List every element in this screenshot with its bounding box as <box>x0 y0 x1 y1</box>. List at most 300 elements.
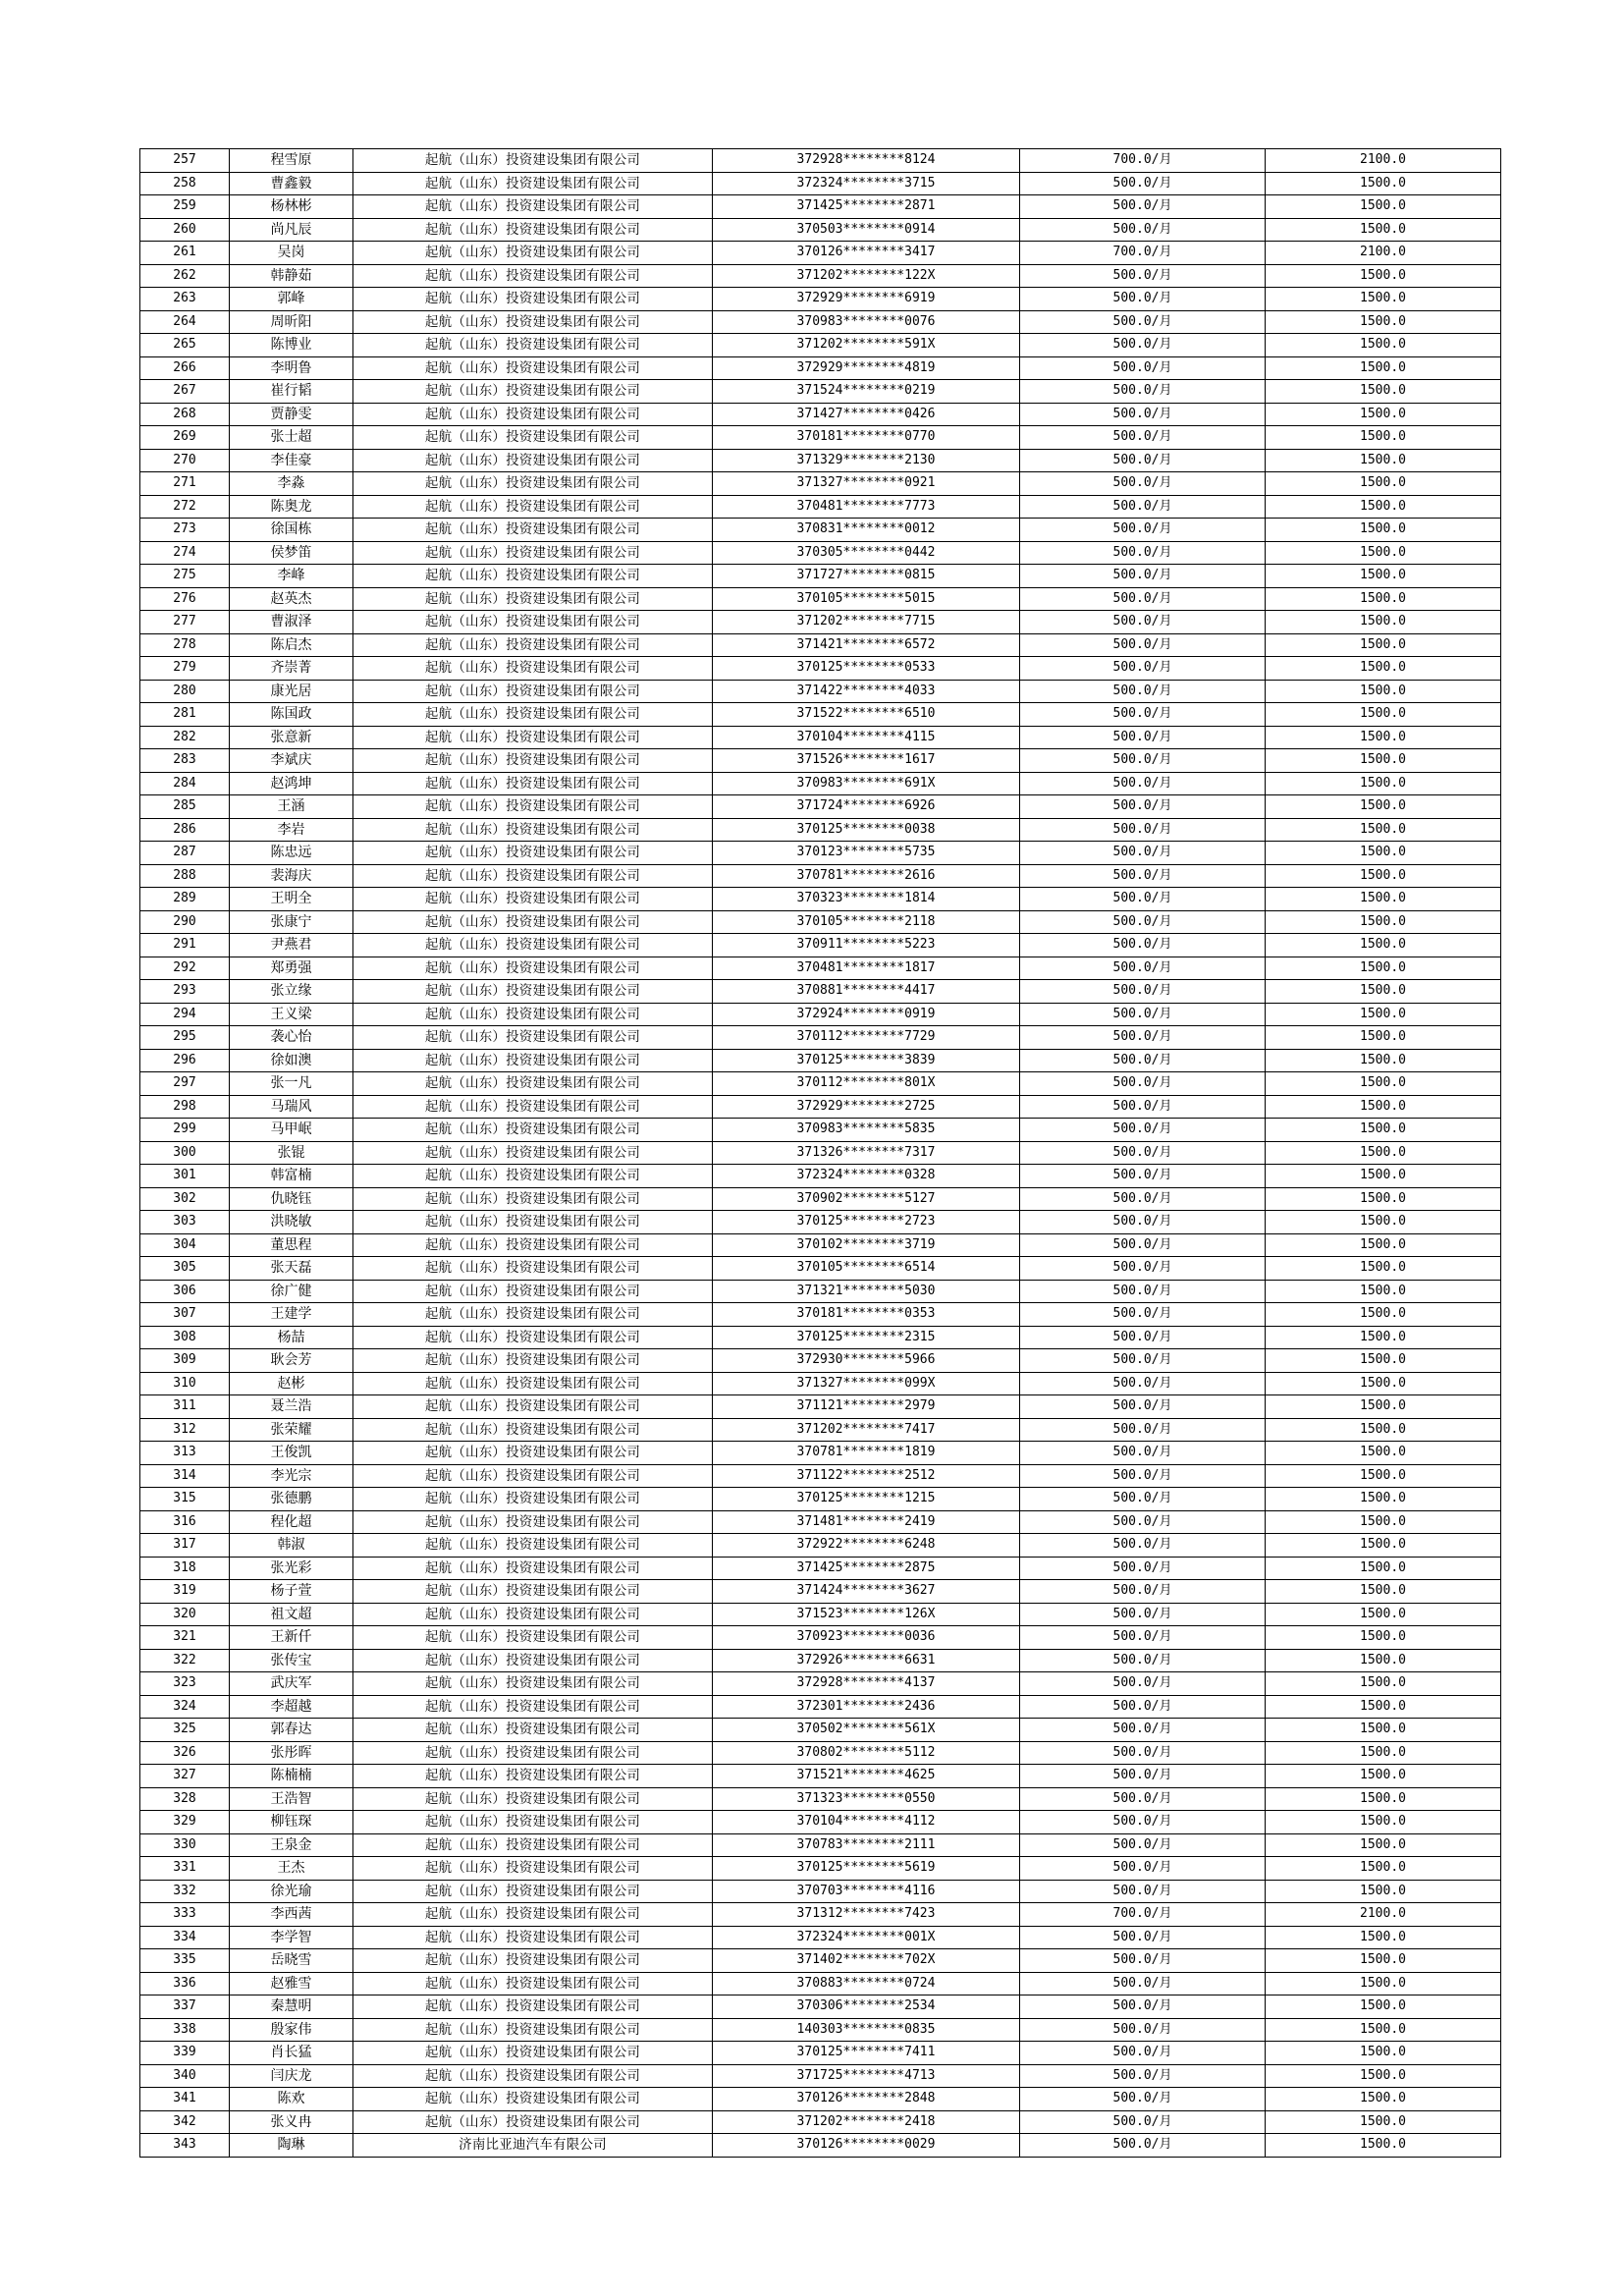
person-name-cell: 王新仟 <box>230 1626 353 1650</box>
total-amount-cell: 1500.0 <box>1266 1095 1501 1119</box>
total-amount-cell: 1500.0 <box>1266 172 1501 195</box>
total-amount-cell: 1500.0 <box>1266 288 1501 311</box>
monthly-amount-cell: 500.0/月 <box>1020 403 1266 426</box>
row-number-cell: 287 <box>140 842 230 865</box>
table-row <box>140 1003 1501 1026</box>
company-name-cell: 起航（山东）投资建设集团有限公司 <box>353 1510 713 1534</box>
id-number-cell: 370703********4116 <box>713 1880 1020 1903</box>
person-name-cell: 秦慧明 <box>230 1995 353 2019</box>
id-number-cell: 370502********561X <box>713 1719 1020 1742</box>
total-amount-cell: 1500.0 <box>1266 1765 1501 1788</box>
total-amount-cell: 1500.0 <box>1266 356 1501 380</box>
person-name-cell: 张一凡 <box>230 1072 353 1096</box>
table-row <box>140 380 1501 404</box>
row-number-cell: 288 <box>140 864 230 888</box>
table-row <box>140 910 1501 934</box>
total-amount-cell: 1500.0 <box>1266 1349 1501 1373</box>
monthly-amount-cell: 500.0/月 <box>1020 1626 1266 1650</box>
row-number-cell: 325 <box>140 1719 230 1742</box>
table-row <box>140 310 1501 334</box>
monthly-amount-cell: 500.0/月 <box>1020 980 1266 1004</box>
total-amount-cell: 1500.0 <box>1266 934 1501 957</box>
company-name-cell: 起航（山东）投资建设集团有限公司 <box>353 2042 713 2065</box>
id-number-cell: 370125********2723 <box>713 1211 1020 1234</box>
table-row <box>140 541 1501 565</box>
monthly-amount-cell: 500.0/月 <box>1020 2064 1266 2088</box>
person-name-cell: 杨子萱 <box>230 1580 353 1604</box>
table-row <box>140 1811 1501 1834</box>
table-row <box>140 795 1501 819</box>
total-amount-cell: 1500.0 <box>1266 795 1501 819</box>
subsidy-table <box>139 148 1501 2158</box>
company-name-cell: 起航（山东）投资建设集团有限公司 <box>353 1326 713 1349</box>
total-amount-cell: 1500.0 <box>1266 449 1501 472</box>
company-name-cell: 起航（山东）投资建设集团有限公司 <box>353 1765 713 1788</box>
person-name-cell: 王明全 <box>230 888 353 911</box>
id-number-cell: 371427********0426 <box>713 403 1020 426</box>
row-number-cell: 321 <box>140 1626 230 1650</box>
total-amount-cell: 1500.0 <box>1266 703 1501 727</box>
monthly-amount-cell: 500.0/月 <box>1020 1972 1266 1995</box>
total-amount-cell: 1500.0 <box>1266 772 1501 795</box>
person-name-cell: 郭峰 <box>230 288 353 311</box>
row-number-cell: 315 <box>140 1488 230 1511</box>
person-name-cell: 陶琳 <box>230 2134 353 2158</box>
monthly-amount-cell: 500.0/月 <box>1020 1395 1266 1419</box>
person-name-cell: 马甲岷 <box>230 1119 353 1142</box>
total-amount-cell: 1500.0 <box>1266 1211 1501 1234</box>
person-name-cell: 张锟 <box>230 1141 353 1165</box>
row-number-cell: 274 <box>140 541 230 565</box>
monthly-amount-cell: 500.0/月 <box>1020 1326 1266 1349</box>
row-number-cell: 318 <box>140 1557 230 1580</box>
table-row <box>140 1534 1501 1558</box>
total-amount-cell: 1500.0 <box>1266 1326 1501 1349</box>
table-row <box>140 1719 1501 1742</box>
row-number-cell: 333 <box>140 1903 230 1927</box>
id-number-cell: 371425********2875 <box>713 1557 1020 1580</box>
person-name-cell: 曹鑫毅 <box>230 172 353 195</box>
person-name-cell: 聂兰浩 <box>230 1395 353 1419</box>
company-name-cell: 起航（山东）投资建设集团有限公司 <box>353 1811 713 1834</box>
person-name-cell: 陈启杰 <box>230 633 353 657</box>
total-amount-cell: 1500.0 <box>1266 2134 1501 2158</box>
company-name-cell: 起航（山东）投资建设集团有限公司 <box>353 264 713 288</box>
company-name-cell: 起航（山东）投资建设集团有限公司 <box>353 1049 713 1072</box>
person-name-cell: 李斌庆 <box>230 749 353 773</box>
total-amount-cell: 1500.0 <box>1266 910 1501 934</box>
company-name-cell: 起航（山东）投资建设集团有限公司 <box>353 1303 713 1327</box>
table-row <box>140 2088 1501 2111</box>
company-name-cell: 起航（山东）投资建设集团有限公司 <box>353 1626 713 1650</box>
person-name-cell: 李光宗 <box>230 1464 353 1488</box>
person-name-cell: 王俊凯 <box>230 1442 353 1465</box>
table-row <box>140 1095 1501 1119</box>
row-number-cell: 278 <box>140 633 230 657</box>
person-name-cell: 徐国栋 <box>230 519 353 542</box>
total-amount-cell: 1500.0 <box>1266 888 1501 911</box>
monthly-amount-cell: 500.0/月 <box>1020 703 1266 727</box>
id-number-cell: 371724********6926 <box>713 795 1020 819</box>
person-name-cell: 张立缘 <box>230 980 353 1004</box>
company-name-cell: 起航（山东）投资建设集团有限公司 <box>353 910 713 934</box>
row-number-cell: 273 <box>140 519 230 542</box>
table-row <box>140 288 1501 311</box>
company-name-cell: 起航（山东）投资建设集团有限公司 <box>353 1926 713 1949</box>
id-number-cell: 370883********0724 <box>713 1972 1020 1995</box>
row-number-cell: 307 <box>140 1303 230 1327</box>
table-row <box>140 1418 1501 1442</box>
table-row <box>140 864 1501 888</box>
row-number-cell: 312 <box>140 1418 230 1442</box>
monthly-amount-cell: 500.0/月 <box>1020 1026 1266 1050</box>
row-number-cell: 303 <box>140 1211 230 1234</box>
company-name-cell: 起航（山东）投资建设集团有限公司 <box>353 611 713 634</box>
total-amount-cell: 1500.0 <box>1266 864 1501 888</box>
table-row <box>140 1442 1501 1465</box>
table-row <box>140 519 1501 542</box>
total-amount-cell: 1500.0 <box>1266 980 1501 1004</box>
row-number-cell: 276 <box>140 587 230 611</box>
total-amount-cell: 1500.0 <box>1266 1141 1501 1165</box>
person-name-cell: 祖文超 <box>230 1603 353 1626</box>
table-row <box>140 495 1501 519</box>
row-number-cell: 285 <box>140 795 230 819</box>
monthly-amount-cell: 500.0/月 <box>1020 1857 1266 1881</box>
table-row <box>140 1303 1501 1327</box>
monthly-amount-cell: 500.0/月 <box>1020 1534 1266 1558</box>
monthly-amount-cell: 500.0/月 <box>1020 2110 1266 2134</box>
monthly-amount-cell: 500.0/月 <box>1020 1833 1266 1857</box>
row-number-cell: 316 <box>140 1510 230 1534</box>
id-number-cell: 371202********591X <box>713 334 1020 357</box>
total-amount-cell: 1500.0 <box>1266 1003 1501 1026</box>
id-number-cell: 372324********3715 <box>713 172 1020 195</box>
row-number-cell: 328 <box>140 1787 230 1811</box>
total-amount-cell: 1500.0 <box>1266 1787 1501 1811</box>
monthly-amount-cell: 700.0/月 <box>1020 1903 1266 1927</box>
id-number-cell: 370911********5223 <box>713 934 1020 957</box>
person-name-cell: 董思程 <box>230 1233 353 1257</box>
id-number-cell: 370902********5127 <box>713 1187 1020 1211</box>
table-row <box>140 1464 1501 1488</box>
id-number-cell: 370126********3417 <box>713 242 1020 265</box>
person-name-cell: 韩淑 <box>230 1534 353 1558</box>
total-amount-cell: 1500.0 <box>1266 611 1501 634</box>
company-name-cell: 起航（山东）投资建设集团有限公司 <box>353 1280 713 1303</box>
table-row <box>140 1672 1501 1696</box>
person-name-cell: 张义冉 <box>230 2110 353 2134</box>
monthly-amount-cell: 500.0/月 <box>1020 356 1266 380</box>
row-number-cell: 295 <box>140 1026 230 1050</box>
total-amount-cell: 1500.0 <box>1266 842 1501 865</box>
row-number-cell: 343 <box>140 2134 230 2158</box>
company-name-cell: 起航（山东）投资建设集团有限公司 <box>353 772 713 795</box>
table-row <box>140 472 1501 496</box>
company-name-cell: 起航（山东）投资建设集团有限公司 <box>353 1903 713 1927</box>
company-name-cell: 起航（山东）投资建设集团有限公司 <box>353 1119 713 1142</box>
person-name-cell: 李学智 <box>230 1926 353 1949</box>
total-amount-cell: 1500.0 <box>1266 2088 1501 2111</box>
row-number-cell: 319 <box>140 1580 230 1604</box>
row-number-cell: 324 <box>140 1695 230 1719</box>
company-name-cell: 起航（山东）投资建设集团有限公司 <box>353 218 713 242</box>
monthly-amount-cell: 500.0/月 <box>1020 449 1266 472</box>
total-amount-cell: 1500.0 <box>1266 1418 1501 1442</box>
table-row <box>140 1326 1501 1349</box>
company-name-cell: 起航（山东）投资建设集团有限公司 <box>353 334 713 357</box>
person-name-cell: 侯梦笛 <box>230 541 353 565</box>
row-number-cell: 339 <box>140 2042 230 2065</box>
monthly-amount-cell: 500.0/月 <box>1020 1787 1266 1811</box>
row-number-cell: 306 <box>140 1280 230 1303</box>
monthly-amount-cell: 500.0/月 <box>1020 426 1266 450</box>
monthly-amount-cell: 500.0/月 <box>1020 657 1266 681</box>
row-number-cell: 334 <box>140 1926 230 1949</box>
row-number-cell: 331 <box>140 1857 230 1881</box>
table-row <box>140 1372 1501 1395</box>
id-number-cell: 371321********5030 <box>713 1280 1020 1303</box>
monthly-amount-cell: 500.0/月 <box>1020 1211 1266 1234</box>
person-name-cell: 徐如澳 <box>230 1049 353 1072</box>
table-row <box>140 980 1501 1004</box>
company-name-cell: 起航（山东）投资建设集团有限公司 <box>353 980 713 1004</box>
id-number-cell: 371202********122X <box>713 264 1020 288</box>
table-row <box>140 1165 1501 1188</box>
monthly-amount-cell: 500.0/月 <box>1020 633 1266 657</box>
row-number-cell: 270 <box>140 449 230 472</box>
table-row <box>140 1119 1501 1142</box>
id-number-cell: 370125********0038 <box>713 818 1020 842</box>
total-amount-cell: 1500.0 <box>1266 1649 1501 1672</box>
monthly-amount-cell: 500.0/月 <box>1020 519 1266 542</box>
row-number-cell: 305 <box>140 1257 230 1281</box>
person-name-cell: 武庆军 <box>230 1672 353 1696</box>
table-row <box>140 587 1501 611</box>
table-row <box>140 1626 1501 1650</box>
person-name-cell: 仇晓钰 <box>230 1187 353 1211</box>
monthly-amount-cell: 500.0/月 <box>1020 288 1266 311</box>
company-name-cell: 起航（山东）投资建设集团有限公司 <box>353 587 713 611</box>
row-number-cell: 291 <box>140 934 230 957</box>
table-row <box>140 1926 1501 1949</box>
person-name-cell: 陈楠楠 <box>230 1765 353 1788</box>
table-row <box>140 818 1501 842</box>
monthly-amount-cell: 500.0/月 <box>1020 1926 1266 1949</box>
total-amount-cell: 1500.0 <box>1266 1626 1501 1650</box>
company-name-cell: 起航（山东）投资建设集团有限公司 <box>353 2018 713 2042</box>
id-number-cell: 371526********1617 <box>713 749 1020 773</box>
person-name-cell: 耿会芳 <box>230 1349 353 1373</box>
row-number-cell: 337 <box>140 1995 230 2019</box>
total-amount-cell: 1500.0 <box>1266 426 1501 450</box>
company-name-cell: 起航（山东）投资建设集团有限公司 <box>353 149 713 173</box>
company-name-cell: 起航（山东）投资建设集团有限公司 <box>353 1880 713 1903</box>
monthly-amount-cell: 500.0/月 <box>1020 1442 1266 1465</box>
table-body <box>140 149 1501 2158</box>
person-name-cell: 王泉金 <box>230 1833 353 1857</box>
table-row <box>140 1026 1501 1050</box>
table-row <box>140 1903 1501 1927</box>
total-amount-cell: 1500.0 <box>1266 264 1501 288</box>
person-name-cell: 王义梁 <box>230 1003 353 1026</box>
monthly-amount-cell: 500.0/月 <box>1020 1187 1266 1211</box>
monthly-amount-cell: 500.0/月 <box>1020 1510 1266 1534</box>
person-name-cell: 尚凡辰 <box>230 218 353 242</box>
row-number-cell: 300 <box>140 1141 230 1165</box>
table-row <box>140 1510 1501 1534</box>
table-row <box>140 1649 1501 1672</box>
person-name-cell: 齐崇菁 <box>230 657 353 681</box>
row-number-cell: 284 <box>140 772 230 795</box>
person-name-cell: 陈博业 <box>230 334 353 357</box>
person-name-cell: 张光彩 <box>230 1557 353 1580</box>
total-amount-cell: 1500.0 <box>1266 218 1501 242</box>
row-number-cell: 299 <box>140 1119 230 1142</box>
table-row <box>140 1257 1501 1281</box>
company-name-cell: 起航（山东）投资建设集团有限公司 <box>353 1603 713 1626</box>
company-name-cell: 起航（山东）投资建设集团有限公司 <box>353 726 713 749</box>
monthly-amount-cell: 500.0/月 <box>1020 1880 1266 1903</box>
id-number-cell: 370305********0442 <box>713 541 1020 565</box>
company-name-cell: 起航（山东）投资建设集团有限公司 <box>353 541 713 565</box>
total-amount-cell: 1500.0 <box>1266 657 1501 681</box>
monthly-amount-cell: 500.0/月 <box>1020 1095 1266 1119</box>
person-name-cell: 袭心怡 <box>230 1026 353 1050</box>
person-name-cell: 杨喆 <box>230 1326 353 1349</box>
person-name-cell: 徐广健 <box>230 1280 353 1303</box>
total-amount-cell: 1500.0 <box>1266 403 1501 426</box>
monthly-amount-cell: 500.0/月 <box>1020 1003 1266 1026</box>
row-number-cell: 302 <box>140 1187 230 1211</box>
monthly-amount-cell: 500.0/月 <box>1020 1995 1266 2019</box>
monthly-amount-cell: 500.0/月 <box>1020 195 1266 219</box>
person-name-cell: 郑勇强 <box>230 957 353 980</box>
company-name-cell: 起航（山东）投资建设集团有限公司 <box>353 310 713 334</box>
person-name-cell: 曹淑泽 <box>230 611 353 634</box>
total-amount-cell: 1500.0 <box>1266 1857 1501 1881</box>
person-name-cell: 赵雅雪 <box>230 1972 353 1995</box>
person-name-cell: 张康宁 <box>230 910 353 934</box>
person-name-cell: 王杰 <box>230 1857 353 1881</box>
id-number-cell: 371327********0921 <box>713 472 1020 496</box>
id-number-cell: 370125********2315 <box>713 1326 1020 1349</box>
monthly-amount-cell: 500.0/月 <box>1020 380 1266 404</box>
company-name-cell: 起航（山东）投资建设集团有限公司 <box>353 1233 713 1257</box>
id-number-cell: 370881********4417 <box>713 980 1020 1004</box>
total-amount-cell: 1500.0 <box>1266 1603 1501 1626</box>
id-number-cell: 371329********2130 <box>713 449 1020 472</box>
id-number-cell: 372928********4137 <box>713 1672 1020 1696</box>
id-number-cell: 371523********126X <box>713 1603 1020 1626</box>
monthly-amount-cell: 500.0/月 <box>1020 495 1266 519</box>
id-number-cell: 372929********2725 <box>713 1095 1020 1119</box>
table-row <box>140 772 1501 795</box>
person-name-cell: 马瑞风 <box>230 1095 353 1119</box>
row-number-cell: 262 <box>140 264 230 288</box>
monthly-amount-cell: 500.0/月 <box>1020 1165 1266 1188</box>
table-row <box>140 1741 1501 1765</box>
monthly-amount-cell: 500.0/月 <box>1020 1741 1266 1765</box>
person-name-cell: 周昕阳 <box>230 310 353 334</box>
id-number-cell: 371202********2418 <box>713 2110 1020 2134</box>
monthly-amount-cell: 500.0/月 <box>1020 1303 1266 1327</box>
monthly-amount-cell: 500.0/月 <box>1020 1603 1266 1626</box>
company-name-cell: 起航（山东）投资建设集团有限公司 <box>353 519 713 542</box>
monthly-amount-cell: 500.0/月 <box>1020 1765 1266 1788</box>
total-amount-cell: 1500.0 <box>1266 1534 1501 1558</box>
row-number-cell: 264 <box>140 310 230 334</box>
company-name-cell: 起航（山东）投资建设集团有限公司 <box>353 957 713 980</box>
total-amount-cell: 1500.0 <box>1266 1049 1501 1072</box>
total-amount-cell: 1500.0 <box>1266 1187 1501 1211</box>
row-number-cell: 327 <box>140 1765 230 1788</box>
row-number-cell: 332 <box>140 1880 230 1903</box>
table-row <box>140 2042 1501 2065</box>
company-name-cell: 起航（山东）投资建设集团有限公司 <box>353 864 713 888</box>
id-number-cell: 371522********6510 <box>713 703 1020 727</box>
id-number-cell: 372324********0328 <box>713 1165 1020 1188</box>
table-row <box>140 657 1501 681</box>
row-number-cell: 275 <box>140 565 230 588</box>
person-name-cell: 康光居 <box>230 680 353 703</box>
company-name-cell: 起航（山东）投资建设集团有限公司 <box>353 934 713 957</box>
company-name-cell: 起航（山东）投资建设集团有限公司 <box>353 403 713 426</box>
person-name-cell: 韩富楠 <box>230 1165 353 1188</box>
table-row <box>140 1972 1501 1995</box>
company-name-cell: 起航（山东）投资建设集团有限公司 <box>353 472 713 496</box>
table-row <box>140 449 1501 472</box>
id-number-cell: 372928********8124 <box>713 149 1020 173</box>
person-name-cell: 陈奥龙 <box>230 495 353 519</box>
company-name-cell: 起航（山东）投资建设集团有限公司 <box>353 1165 713 1188</box>
company-name-cell: 起航（山东）投资建设集团有限公司 <box>353 749 713 773</box>
person-name-cell: 吴岗 <box>230 242 353 265</box>
company-name-cell: 起航（山东）投资建设集团有限公司 <box>353 1534 713 1558</box>
company-name-cell: 起航（山东）投资建设集团有限公司 <box>353 1557 713 1580</box>
monthly-amount-cell: 700.0/月 <box>1020 149 1266 173</box>
person-name-cell: 张传宝 <box>230 1649 353 1672</box>
total-amount-cell: 1500.0 <box>1266 726 1501 749</box>
total-amount-cell: 1500.0 <box>1266 1995 1501 2019</box>
company-name-cell: 起航（山东）投资建设集团有限公司 <box>353 657 713 681</box>
company-name-cell: 起航（山东）投资建设集团有限公司 <box>353 1949 713 1973</box>
company-name-cell: 起航（山东）投资建设集团有限公司 <box>353 1741 713 1765</box>
monthly-amount-cell: 500.0/月 <box>1020 1672 1266 1696</box>
total-amount-cell: 1500.0 <box>1266 680 1501 703</box>
table-row <box>140 1603 1501 1626</box>
person-name-cell: 李淼 <box>230 472 353 496</box>
table-row <box>140 218 1501 242</box>
id-number-cell: 370105********5015 <box>713 587 1020 611</box>
id-number-cell: 371202********7417 <box>713 1418 1020 1442</box>
monthly-amount-cell: 500.0/月 <box>1020 1464 1266 1488</box>
company-name-cell: 起航（山东）投资建设集团有限公司 <box>353 1141 713 1165</box>
id-number-cell: 370123********5735 <box>713 842 1020 865</box>
person-name-cell: 尹燕君 <box>230 934 353 957</box>
id-number-cell: 371725********4713 <box>713 2064 1020 2088</box>
row-number-cell: 263 <box>140 288 230 311</box>
table-row <box>140 426 1501 450</box>
total-amount-cell: 1500.0 <box>1266 1949 1501 1973</box>
table-row <box>140 264 1501 288</box>
company-name-cell: 起航（山东）投资建设集团有限公司 <box>353 1995 713 2019</box>
row-number-cell: 268 <box>140 403 230 426</box>
monthly-amount-cell: 500.0/月 <box>1020 1049 1266 1072</box>
id-number-cell: 371481********2419 <box>713 1510 1020 1534</box>
id-number-cell: 370306********2534 <box>713 1995 1020 2019</box>
table-row <box>140 1280 1501 1303</box>
